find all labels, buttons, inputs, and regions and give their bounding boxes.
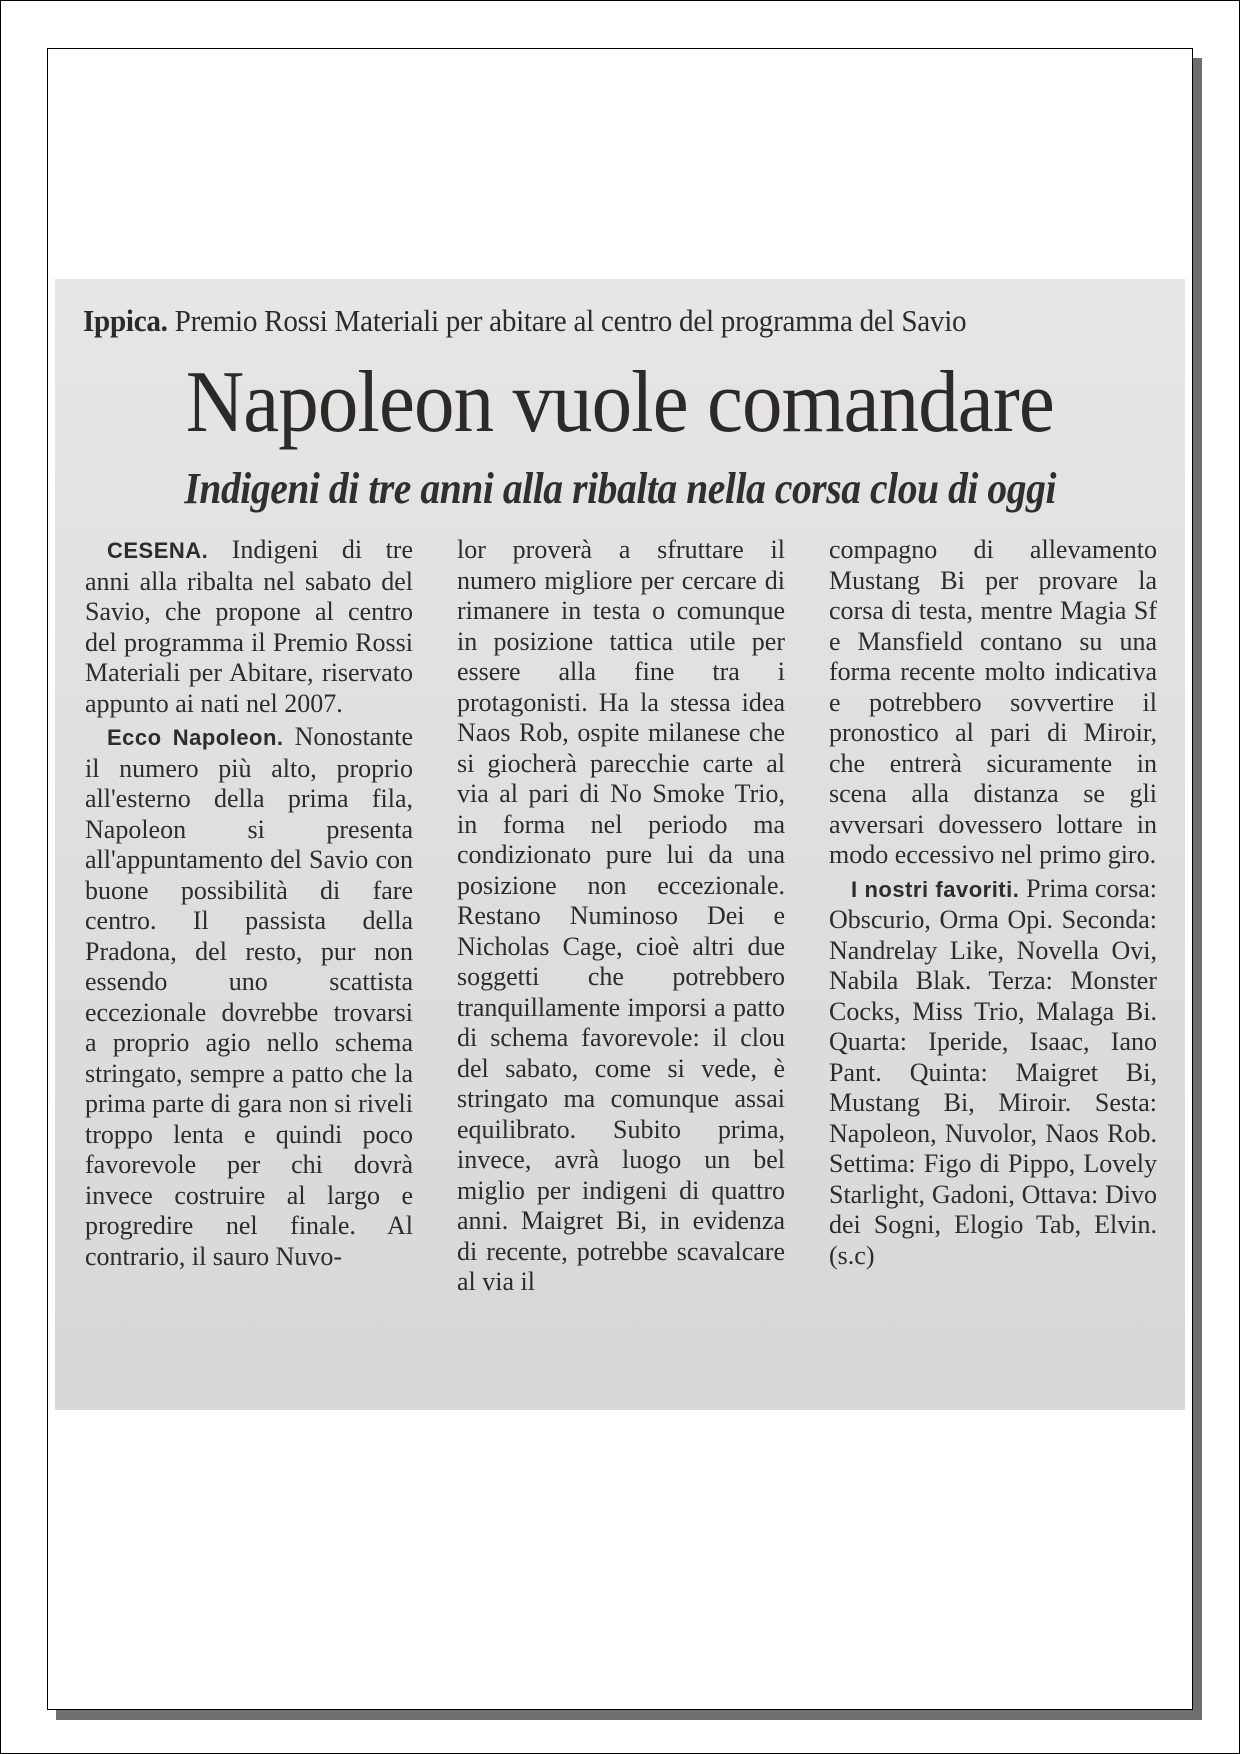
paragraph-intro: [85, 535, 413, 719]
favourites-lead: I nostri favoriti.: [851, 876, 1020, 902]
paragraph-favourites: [829, 874, 1157, 1272]
kicker-text: Premio Rossi Materiali per abitare al centro del programma del Savio: [174, 303, 967, 338]
dateline: CESENA.: [107, 538, 209, 563]
headline-text: Napoleon vuole comandare: [185, 354, 1055, 451]
paragraph-intro-text: Indigeni di tre anni alla ribalta nel sabato del Savio, che propone al centro del programma il Premio Rossi Materiali per Abitare, riservato appunto ai nati nel 2007.: [85, 535, 413, 718]
article-headline: [55, 354, 1185, 451]
column-1: [85, 535, 413, 1272]
scanned-page: [47, 48, 1193, 1710]
column-3: [829, 535, 1157, 1271]
paragraph-continuation-2: compagno di allevamento Mustang Bi per provare la corsa di testa, mentre Magia Sf e Mansfield contano su una forma recente molto indicativa e potrebbero sovvertire il pronostico al pari di Miroir, che entrerà sicuramente in scena alla distanza se gli avversari dovessero lottare in modo eccessivo nel primo giro.: [829, 535, 1157, 869]
paragraph-continuation: lor proverà a sfruttare il numero migliore per cercare di rimanere in testa o comunque in posizione tattica utile per essere alla fine tra i protagonisti. Ha la stessa idea Naos Rob, ospite milanese che si giocherà parecchie carte al via al pari di No Smoke Trio, in forma nel periodo ma condizionato pure lui da una posizione non eccezionale. Restano Numinoso Dei e Nicholas Cage, cioè altri due soggetti che potrebbero tranquillamente imporsi a patto di schema favorevole: il clou del sabato, come si vede, è stringato ma comunque assai equilibrato. Subito prima, invece, avrà luogo un bel miglio per indigeni di quattro anni. Maigret Bi, in evidenza di recente, potrebbe scavalcare al via il: [457, 535, 785, 1296]
subsection-lead: Ecco Napoleon.: [107, 725, 284, 750]
favourites-text: Prima corsa: Obscurio, Orma Opi. Seconda: Nandrelay Like, Novella Ovi, Nabila Blak. Terza: Monster Cocks, Miss Trio, Malaga Bi. Quarta: Iperide, Isaac, Iano Pant. Quinta: Maigret Bi, Mustang Bi, Miroir. Sesta: Napoleon, Nuvolor, Naos Rob. Settima: Figo di Pippo, Lovely Starlight, Gadoni, Ottava: Divo dei Sogni, Elogio Tab, Elvin. (s.c): [829, 873, 1158, 1270]
kicker-section: Ippica.: [83, 303, 168, 338]
subhead-text: Indigeni di tre anni alla ribalta nella corsa clou di oggi: [184, 464, 1056, 513]
article-subhead: [75, 464, 1165, 514]
paragraph-napoleon: [85, 722, 413, 1272]
newspaper-clipping: [55, 279, 1185, 1410]
column-2: [457, 535, 785, 1298]
paragraph-napoleon-text: Nonostante il numero più alto, proprio all'esterno della prima fila, Napoleon si presenta all'appuntamento del Savio con buone possibilità di fare centro. Il passista della Pradona, del resto, pur non essendo uno scattista eccezionale dovrebbe trovarsi a proprio agio nello schema stringato, sempre a patto che la prima parte di gara non si riveli troppo lenta e quindi poco favorevole per chi dovrà invece costruire al largo e progredire nel finale. Al contrario, il sauro Nuvo-: [85, 722, 413, 1271]
article-kicker: [83, 303, 1098, 339]
